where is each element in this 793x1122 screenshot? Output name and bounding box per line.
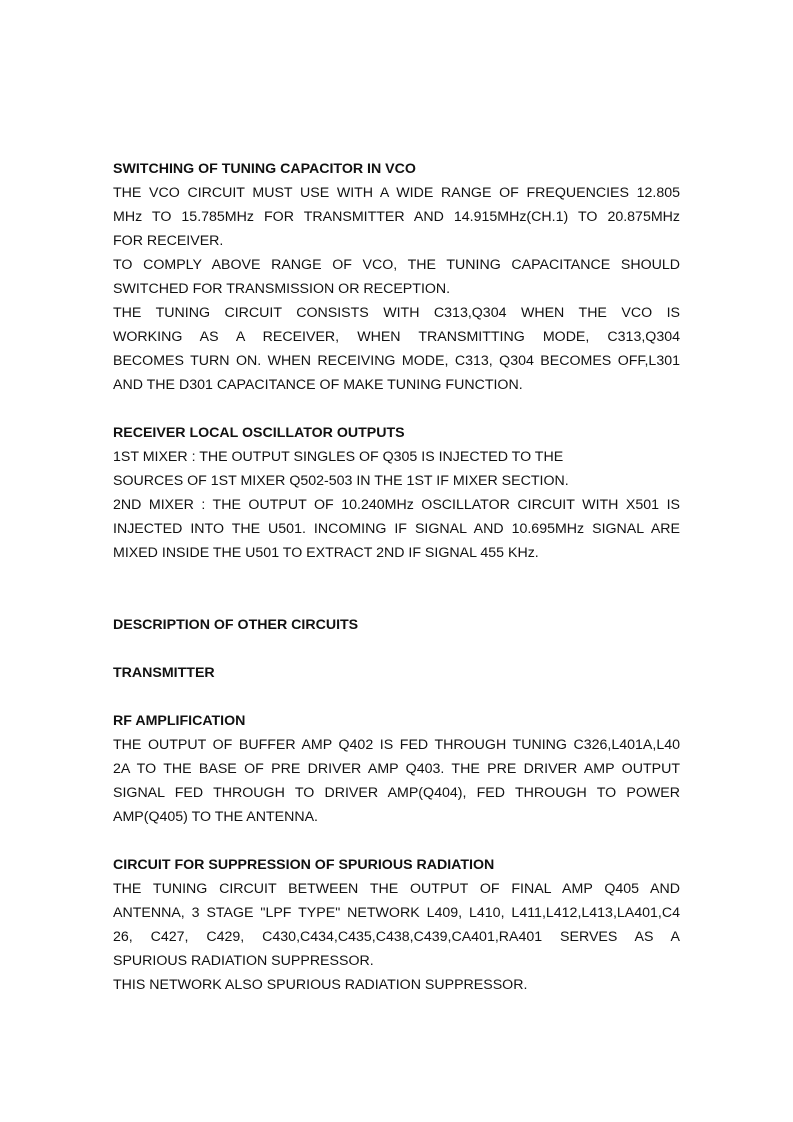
text-line: THE TUNING CIRCUIT BETWEEN THE OUTPUT OF FINAL AMP Q405 AND	[113, 881, 680, 897]
text-line: THIS NETWORK ALSO SPURIOUS RADIATION SUPPRESSOR.	[113, 977, 528, 993]
text-line: TO COMPLY ABOVE RANGE OF VCO, THE TUNING CAPACITANCE SHOULD	[113, 257, 680, 273]
paragraph-vco-switching	[113, 181, 680, 397]
text-line: SPURIOUS RADIATION SUPPRESSOR.	[113, 953, 374, 969]
text-line: 2ND MIXER : THE OUTPUT OF 10.240MHz OSCILLATOR CIRCUIT WITH X501 IS	[113, 497, 680, 513]
text-line: SWITCHED FOR TRANSMISSION OR RECEPTION.	[113, 281, 451, 297]
text-line: THE TUNING CIRCUIT CONSISTS WITH C313,Q304 WHEN THE VCO IS	[113, 305, 680, 321]
spacer	[113, 685, 680, 709]
text-line: 2A TO THE BASE OF PRE DRIVER AMP Q403. THE PRE DRIVER AMP OUTPUT	[113, 761, 680, 777]
text-line: ANTENNA, 3 STAGE "LPF TYPE" NETWORK L409, L410, L411,L412,L413,LA401,C4	[113, 905, 680, 921]
heading-receiver-lo: RECEIVER LOCAL OSCILLATOR OUTPUTS	[113, 425, 405, 441]
text-line: THE OUTPUT OF BUFFER AMP Q402 IS FED THROUGH TUNING C326,L401A,L40	[113, 737, 680, 753]
text-line: SOURCES OF 1ST MIXER Q502-503 IN THE 1ST IF MIXER SECTION.	[113, 473, 569, 489]
text-line: MHz TO 15.785MHz FOR TRANSMITTER AND 14.915MHz(CH.1) TO 20.875MHz	[113, 209, 680, 225]
text-line: INJECTED INTO THE U501. INCOMING IF SIGNAL AND 10.695MHz SIGNAL ARE	[113, 521, 680, 537]
heading-spurious-suppression: CIRCUIT FOR SUPPRESSION OF SPURIOUS RADIATION	[113, 857, 495, 873]
text-line: WORKING AS A RECEIVER, WHEN TRANSMITTING MODE, C313,Q304	[113, 329, 680, 345]
heading-vco-switching: SWITCHING OF TUNING CAPACITOR IN VCO	[113, 161, 416, 177]
text-line: BECOMES TURN ON. WHEN RECEIVING MODE, C313, Q304 BECOMES OFF,L301	[113, 353, 680, 369]
spacer	[113, 637, 680, 661]
document-page	[113, 157, 680, 997]
spacer	[113, 565, 680, 613]
spacer	[113, 397, 680, 421]
text-line: FOR RECEIVER.	[113, 233, 224, 249]
text-line: AMP(Q405) TO THE ANTENNA.	[113, 809, 318, 825]
text-line: AND THE D301 CAPACITANCE OF MAKE TUNING FUNCTION.	[113, 377, 523, 393]
text-line: MIXED INSIDE THE U501 TO EXTRACT 2ND IF SIGNAL 455 KHz.	[113, 545, 539, 561]
heading-rf-amplification: RF AMPLIFICATION	[113, 713, 246, 729]
spacer	[113, 829, 680, 853]
paragraph-receiver-lo	[113, 445, 680, 565]
paragraph-rf-amplification	[113, 733, 680, 829]
text-line: 1ST MIXER : THE OUTPUT SINGLES OF Q305 IS INJECTED TO THE	[113, 449, 564, 465]
text-line: THE VCO CIRCUIT MUST USE WITH A WIDE RANGE OF FREQUENCIES 12.805	[113, 185, 680, 201]
heading-other-circuits: DESCRIPTION OF OTHER CIRCUITS	[113, 617, 359, 633]
paragraph-spurious-suppression	[113, 877, 680, 997]
heading-transmitter: TRANSMITTER	[113, 665, 215, 681]
text-line: SIGNAL FED THROUGH TO DRIVER AMP(Q404), FED THROUGH TO POWER	[113, 785, 680, 801]
text-line: 26, C427, C429, C430,C434,C435,C438,C439,CA401,RA401 SERVES AS A	[113, 929, 680, 945]
